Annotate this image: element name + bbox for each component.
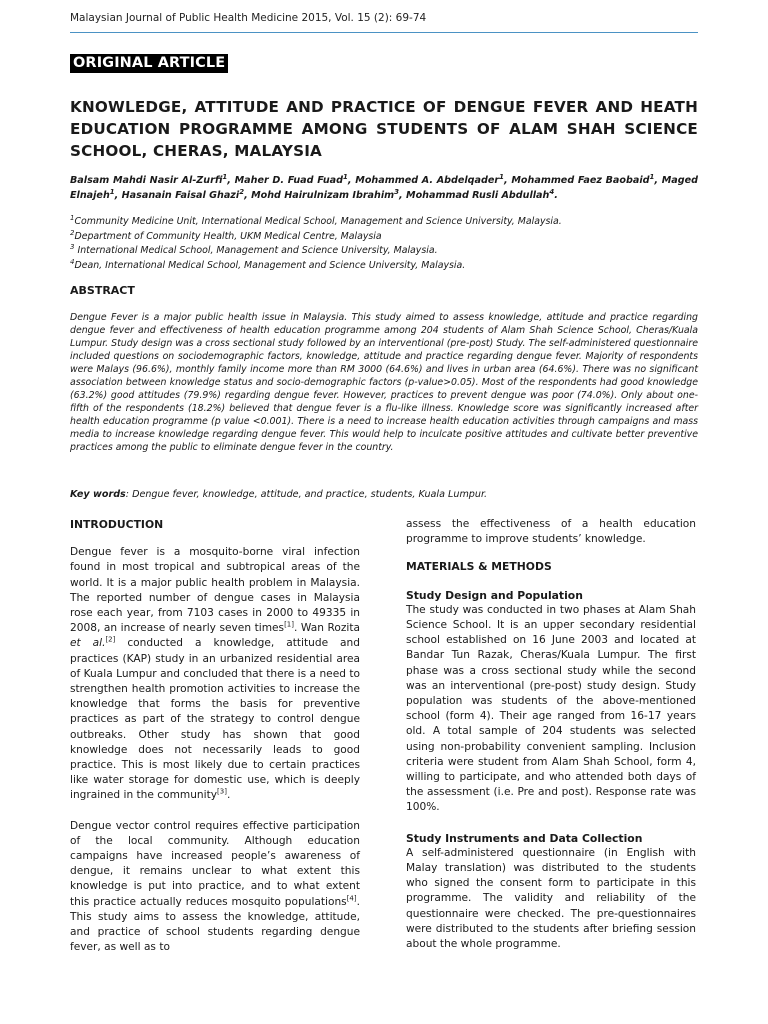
citation-2[interactable]: [2] (105, 635, 116, 644)
intro-text: conducted a knowledge, attitude and practices (KAP) study in an urbanized residential area of Kuala Lumpur and concluded that there is a need to strengthen health promotion activities to increase the knowledge that forms the basis for preventive practices as part of the strategy to control dengue outbreaks. Other study has shown that good knowledge does not necessarily leads to good practice. This is most likely due to certain practices like water storage for domestic use, which is deeply ingrained in the community (70, 637, 360, 802)
study-design-text: The study was conducted in two phases at Alam Shah Science School. It is an upper secondary residential school established on 16 June 2003 and located at Bandar Tun Razak, Cheras/Kuala Lumpur. The first phase was a cross sectional study while the second was an interventional (pre-post) study design. Study population was students of the above-mentioned school (form 4). Their age ranged from 16-17 years old. A total sample of 204 students was selected using non-probability convenient sampling. Inclusion criteria were student from Alam Shah School, form 4, willing to participate, and who attended both days of the assessment (i.e. Pre and post). Response rate was 100%. (406, 603, 696, 814)
abstract-body: Dengue Fever is a major public health issue in Malaysia. This study aimed to assess knowledge, attitude and practice regarding dengue fever and effectiveness of health education programme among 204 students of Alam Shah Science School, Cheras/Kuala Lumpur. Study design was a cross sectional study followed by an interventional (pre-post) Study. The self-administered questionnaire included questions on sociodemographic factors, knowledge, attitude and practice regarding dengue fever. Majority of respondents were Malays (96.6%), monthly family income more than RM 3000 (64.6%) and lives in urban area (64.6%). There was no significant association between knowledge status and socio-demographic factors (p-value>0.05). Most of the respondents had good knowledge (63.2%) good attitudes (79.9%) regarding dengue fever. However, practices to prevent dengue was poor (74.0%). Only about one-fifth of the respondents (18.2%) believed that dengue fever is a flu-like illness. Knowledge score was significantly increased after health education programme (p value <0.001). There is a need to increase health education activities through campaigns and mass media to increase knowledge regarding dengue fever. This would help to inculcate positive attitudes and cultivate better preventive practices among the public to eliminate dengue fever in the country. (70, 312, 698, 453)
intro-text: . This study aims to assess the knowledge, attitude, and practice of school students regarding dengue fever, as well as to (70, 895, 360, 954)
intro-paragraph-2 (70, 819, 360, 956)
abstract-heading: ABSTRACT (70, 284, 135, 297)
author-name: Mohammed Faez Baobaid (511, 175, 650, 186)
author-separator: . (554, 190, 558, 201)
author-separator: , (654, 175, 662, 186)
author-separator: , (399, 190, 407, 201)
citation-4[interactable]: [4] (346, 894, 357, 903)
affiliation-item (70, 215, 698, 230)
author-name: Mohd Hairulnizam Ibrahim (251, 190, 395, 201)
affiliation-list (70, 215, 698, 273)
affiliation-number: 4 (70, 257, 75, 266)
author-affiliation-mark: 1 (499, 172, 505, 181)
author-affiliation-mark: 1 (222, 172, 228, 181)
keywords (70, 489, 698, 500)
affiliation-text: International Medical School, Management and Science University, Malaysia. (74, 245, 438, 256)
left-column (70, 517, 360, 955)
author-name: Maher D. Fuad Fuad (234, 175, 344, 186)
intro-text: Dengue fever is a mosquito-borne viral infection found in most tropical and subtropical areas of the world. It is a major public health problem in Malaysia. The reported number of dengue cases in Malaysia rose each year, from 7103 cases in 2000 to 49335 in 2008, an increase of nearly seven times (70, 546, 360, 635)
author-name: Mohammed A. Abdelqader (355, 175, 500, 186)
author-separator: , (244, 190, 252, 201)
intro-text: Dengue vector control requires effective participation of the local community. Although education campaigns have increased people’s awareness of dengue, it remains unclear to what extent this knowledge is put into practice, and to what extent this practice actually reduces mosquito populations (70, 819, 360, 908)
intro-text: . (226, 789, 231, 802)
author-affiliation-mark: 3 (394, 187, 400, 196)
study-instruments-heading: Study Instruments and Data Collection (406, 831, 643, 845)
author-list (70, 173, 698, 203)
author-affiliation-mark: 1 (649, 172, 655, 181)
author-separator: , (347, 175, 356, 186)
header-divider (70, 32, 698, 33)
keywords-label: Key words (70, 489, 126, 500)
et-al: et al. (70, 637, 106, 650)
author-name: Balsam Mahdi Nasir Al-Zurfi (70, 175, 223, 186)
citation-3[interactable]: [3] (217, 787, 227, 796)
affiliation-text: Dean, International Medical School, Management and Science University, Malaysia. (74, 259, 466, 271)
citation-1[interactable]: [1] (284, 620, 294, 629)
study-design-heading: Study Design and Population (406, 588, 583, 602)
affiliation-item (70, 259, 698, 274)
journal-header: Malaysian Journal of Public Health Medicine 2015, Vol. 15 (2): 69-74 (70, 12, 427, 24)
author-separator: , (504, 175, 512, 186)
author-affiliation-mark: 1 (109, 187, 115, 196)
keywords-text: : Dengue fever, knowledge, attitude, and practice, students, Kuala Lumpur. (125, 489, 488, 500)
intro-paragraph-2-continued: assess the effectiveness of a health education programme to improve students’ knowledge. (406, 518, 696, 546)
author-affiliation-mark: 4 (549, 187, 555, 196)
author-affiliation-mark: 2 (239, 187, 245, 196)
author-affiliation-mark: 1 (343, 172, 348, 181)
author-separator: , (114, 190, 122, 201)
affiliation-number: 3 (70, 242, 75, 251)
study-instruments-text: A self-administered questionnaire (in English with Malay translation) was distributed to the students who signed the consent form to participate in this programme. The validity and reliability of the questionnaire were checked. The pre-questionnaires were distributed to the students after briefing session about the whole programme. (406, 846, 696, 951)
article-type-badge: ORIGINAL ARTICLE (70, 54, 228, 73)
author-name: Mohammad Rusli Abdullah (406, 190, 550, 201)
article-title: KNOWLEDGE, ATTITUDE AND PRACTICE OF DENGUE FEVER AND HEATH EDUCATION PROGRAMME AMONG STUDENTS OF ALAM SHAH SCIENCE SCHOOL, CHERAS, MALAYSIA (70, 98, 698, 160)
affiliation-item (70, 230, 698, 245)
methods-heading: MATERIALS & METHODS (406, 560, 552, 574)
affiliation-item (70, 244, 698, 259)
author-name: Maged Elnajeh (70, 175, 698, 201)
intro-text: . Wan Rozita (293, 622, 360, 635)
author-separator: , (227, 175, 235, 186)
introduction-heading: INTRODUCTION (70, 518, 164, 531)
author-name: Hasanain Faisal Ghazi (121, 190, 240, 201)
right-column (406, 517, 696, 952)
affiliation-text: Community Medicine Unit, International Medical School, Management and Science University, Malaysia. (74, 216, 562, 227)
affiliation-number: 1 (70, 213, 75, 222)
intro-paragraph-1 (70, 545, 360, 803)
affiliation-number: 2 (70, 228, 75, 237)
affiliation-text: Department of Community Health, UKM Medical Centre, Malaysia (74, 230, 382, 242)
